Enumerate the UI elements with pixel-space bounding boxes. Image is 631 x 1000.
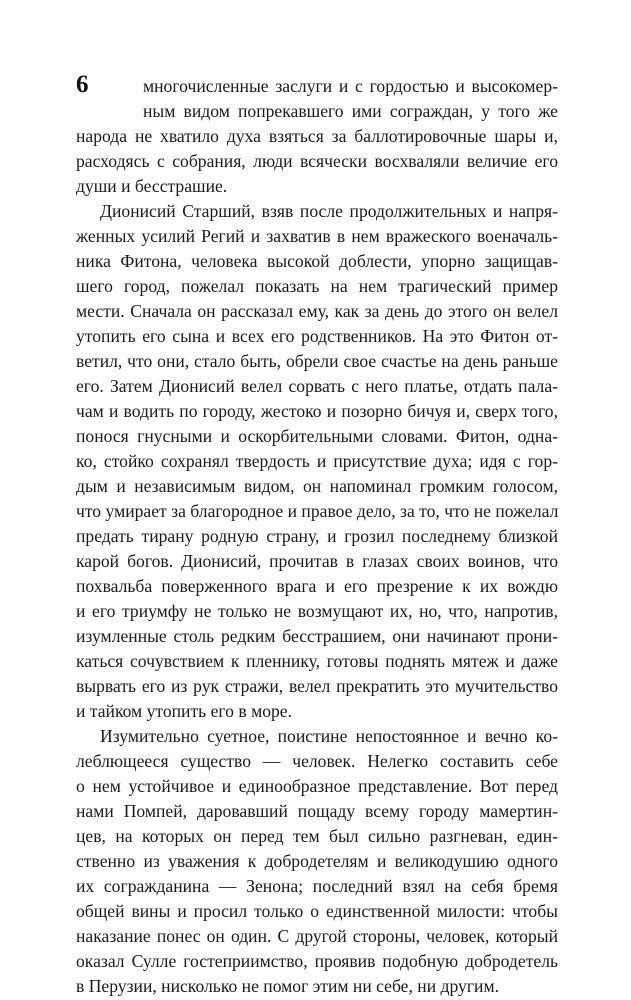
text-line: и его триумфу не только не возмущают их, но, что, напротив, [76, 601, 558, 621]
text-line: их согражданина — Зенона; последний взял на себя бремя [76, 876, 558, 896]
text-line: предать тирану родную страну, и грозил последнему близкой [76, 526, 558, 546]
text-line: шего город, пожелал показать на нем трагический пример [76, 276, 558, 296]
text-line: дым и независимым видом, он напоминал громким голосом, [76, 476, 558, 496]
text-line: утопить его сына и всех его родственников. На это Фитон от- [76, 326, 558, 346]
text-line: в Перузии, нисколько не помог этим ни себе, ни другим. [76, 976, 499, 996]
text-line: ко, стойко сохранял твердость и присутствие духа; идя с гор- [76, 451, 558, 471]
text-line: чам и водить по городу, жестоко и позорно бичуя и, сверх того, [76, 401, 558, 421]
text-line: ственно из уважения к добродетелям и великодушию одного [76, 851, 558, 871]
text-line: нами Помпей, даровавший пощаду всему городу мамертин- [76, 801, 558, 821]
text-line: многочисленные заслуги и с гордостью и высокомер- [143, 76, 558, 96]
page-number: 6 [76, 71, 89, 98]
text-line: мести. Сначала он рассказал ему, как за день до этого он велел [76, 301, 558, 321]
text-line: оказал Сулле гостеприимство, проявив подобную добродетель [76, 951, 558, 971]
text-line: расходясь с собрания, люди всячески восхваляли величие его [76, 151, 558, 171]
text-line: карой богов. Дионисий, прочитав в глазах своих воинов, что [76, 551, 558, 571]
text-line: цев, на которых он перед тем был сильно разгневан, един- [76, 826, 558, 846]
text-line: изумленные столь редким бесстрашием, они начинают прони- [76, 626, 558, 646]
text-line: о нем устойчивое и единообразное представление. Вот перед [76, 776, 558, 796]
paragraph-first-line: Изумительно суетное, поистине непостоянное и вечно ко- [100, 726, 558, 746]
text-line: общей вины и просил только о единственной милости: чтобы [76, 901, 558, 921]
text-line: наказание понес он один. С другой стороны, человек, который [76, 926, 558, 946]
text-line: каться сочувствием к пленнику, готовы поднять мятеж и даже [76, 651, 558, 671]
text-line: и тайком утопить его в море. [76, 701, 293, 721]
text-line: похвальба поверженного врага и его презрение к их вождю [76, 576, 558, 596]
text-line: его. Затем Дионисий велел сорвать с него платье, отдать пала- [76, 376, 558, 396]
text-line: души и бесстрашие. [76, 176, 228, 196]
text-line: леблющееся существо — человек. Нелегко составить себе [76, 751, 558, 771]
text-line: ветил, что они, стало быть, обрели свое счастье на день раньше [76, 351, 558, 371]
text-line: народа не хватило духа взяться за баллотировочные шары и, [76, 126, 558, 146]
text-line: вырвать его из рук стражи, велел прекратить это мучительство [76, 676, 558, 696]
text-line: ника Фитона, человека высокой доблести, упорно защищав- [76, 251, 558, 271]
text-line: ным видом попрекавшего ими сограждан, у того же [143, 101, 558, 121]
text-line: женных усилий Регий и захватив в нем вражеского военачаль- [76, 226, 558, 246]
paragraph-first-line: Дионисий Старший, взяв после продолжительных и напря- [100, 201, 558, 221]
text-line: что умирает за благородное и правое дело, за то, что не пожелал [76, 501, 559, 521]
text-line: понося гнусными и оскорбительными словами. Фитон, одна- [76, 426, 558, 446]
